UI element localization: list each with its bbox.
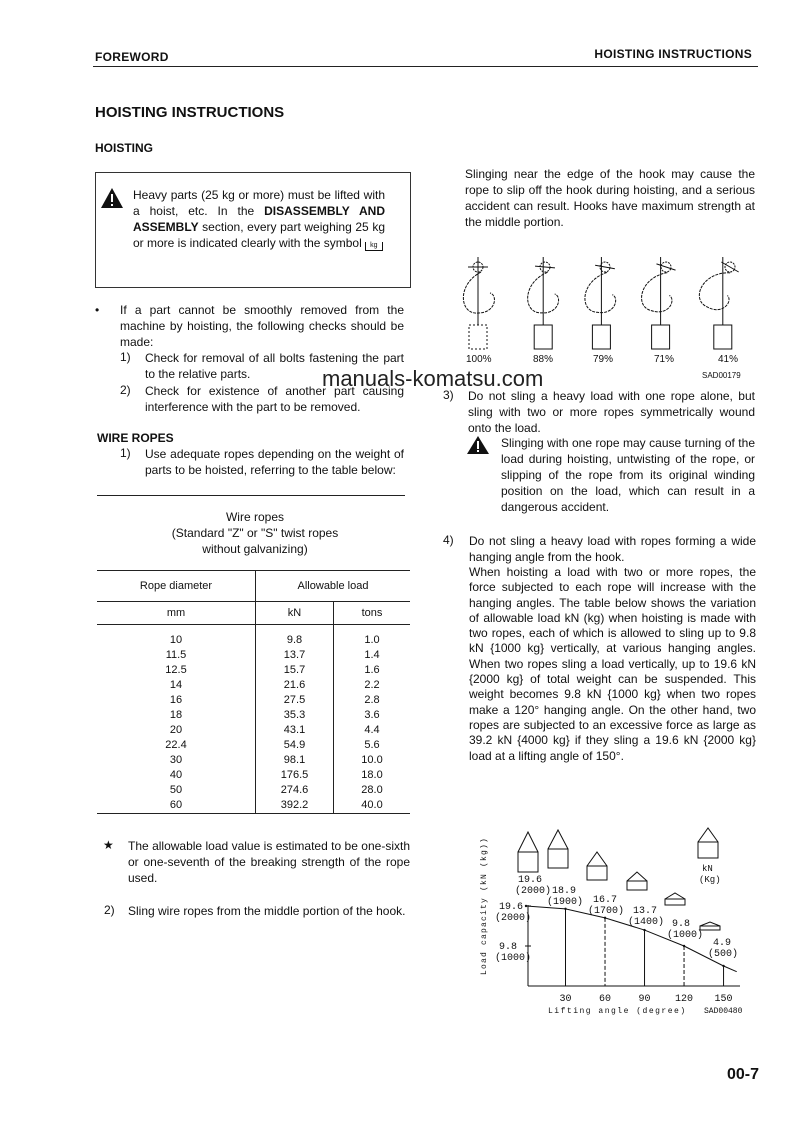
load-box [534, 325, 552, 349]
table-cell: 11.5 [97, 648, 256, 663]
table-title-line: (Standard "Z" or "S" twist ropes [171, 526, 339, 540]
point-sublabel: (500) [708, 949, 739, 960]
th-kn: kN [256, 602, 334, 625]
table-row [97, 678, 410, 693]
table-cell: 21.6 [256, 678, 334, 693]
hook-percent: 79% [593, 354, 614, 365]
point-sublabel: (1900) [547, 897, 584, 908]
table-cell: 176.5 [256, 768, 334, 783]
figure-code: SAD00480 [704, 1007, 743, 1016]
table-row [97, 738, 410, 753]
table-row [97, 783, 410, 798]
table-cell: 22.4 [97, 738, 256, 753]
wire-item2-text: Sling wire ropes from the middle portion of the hook. [128, 904, 406, 918]
th-rope-diameter: Rope diameter [97, 571, 256, 602]
data-point [683, 945, 685, 947]
table-cell: 1.6 [364, 664, 380, 676]
point-sublabel: (1000) [667, 930, 704, 941]
table-cell: 1.0 [364, 634, 380, 646]
hook-icon [694, 255, 746, 315]
point-label: 13.7 [633, 906, 658, 917]
point-label: 18.9 [552, 886, 577, 897]
bullet-icon: • [95, 303, 100, 317]
warning-triangle-icon [466, 435, 490, 455]
rope-icon [548, 830, 568, 849]
table-cell: 2.8 [364, 694, 380, 706]
table-cell: 60 [97, 798, 256, 813]
table-row [97, 663, 410, 678]
table-cell: 14 [97, 678, 256, 693]
table-row [97, 723, 410, 738]
item4-num: 4) [443, 533, 454, 547]
table-cell: 4.4 [364, 724, 380, 736]
load-icon [548, 849, 568, 868]
y-tick-label: 19.6 [499, 902, 524, 913]
star-icon: ★ [103, 838, 114, 852]
table-cell: 20 [97, 723, 256, 738]
table-cell: 16 [97, 693, 256, 708]
watermark: manuals-komatsu.com [322, 366, 544, 391]
table-cell: 2.2 [364, 679, 380, 691]
load-capacity-chart [440, 820, 770, 1020]
table-title-line: Wire ropes [225, 510, 284, 524]
header-chapter: HOISTING INSTRUCTIONS [594, 47, 752, 61]
data-point [643, 929, 645, 931]
th-allowable-load: Allowable load [256, 571, 411, 602]
y-tick-label: 9.8 [499, 942, 518, 953]
check-2-num: 2) [120, 383, 131, 397]
check-1-num: 1) [120, 350, 131, 364]
table-row [97, 798, 410, 813]
table-cell: 40 [97, 768, 256, 783]
table-row [97, 648, 410, 663]
table-cell: 9.8 [256, 625, 334, 649]
table-cell: 27.5 [256, 693, 334, 708]
warning-box [95, 172, 411, 288]
x-axis-label: Lifting angle (degree) [548, 1007, 687, 1016]
header-rule [93, 66, 758, 67]
table-cell: 18 [97, 708, 256, 723]
table-cell: 43.1 [256, 723, 334, 738]
table-cell: 40.0 [361, 799, 383, 811]
table-row [97, 753, 410, 768]
data-point [722, 965, 724, 967]
bullet-text: If a part cannot be smoothly removed from the machine by hoisting, the following checks should be made: [120, 303, 404, 349]
table-cell: 30 [97, 753, 256, 768]
load-box [652, 325, 670, 349]
wire-item2-num: 2) [104, 903, 115, 917]
star-note: The allowable load value is estimated to be one-sixth or one-seventh of the breaking strength of the rope used. [128, 839, 410, 885]
table-cell: 50 [97, 783, 256, 798]
hook-icon [583, 260, 622, 316]
item4-text: Do not sling a heavy load with ropes forming a wide hanging angle from the hook. [469, 534, 756, 564]
point-label: 19.6 [518, 875, 543, 886]
capacity-line [526, 906, 737, 972]
hook-percent: 41% [718, 354, 739, 365]
warning-text-1: Heavy parts (25 kg or more) must be lifted with a hoist, etc. In the [133, 188, 385, 218]
item4-body: When hoisting a load with two or more ropes, the force subjected to each rope will increase with the hanging angles. The table below shows the variation of allowable load kN (kg) when hoisting is made with two ropes, each of which is allowed to sling up to 9.8 kN {1000 kg} vertically, at various hanging angles. When two ropes sling a load vertically, up to 19.6 kN {2000 kg} of total weight can be suspended. This weight becomes 9.8 kN {1000 kg} when two ropes make a 120° hanging angle. On the other hand, two ropes are subjected to an excessive force as large as 39.2 kN {4000 kg} if they sling a 19.6 kN {2000 kg} load at a lifting angle of 150°. [469, 565, 756, 763]
x-tick-label: 120 [675, 994, 694, 1005]
legend-load-icon [698, 842, 718, 858]
check-2-text: Check for existence of another part causing interference with the part to be removed. [145, 384, 404, 414]
hook-diagram [445, 255, 765, 355]
wire-rope-table [97, 570, 410, 814]
table-cell: 15.7 [256, 663, 334, 678]
legend-unit: kN [702, 864, 713, 874]
point-label: 4.9 [713, 938, 732, 949]
table-cell: 5.6 [364, 739, 380, 751]
rope-icon [665, 893, 685, 899]
page-title: HOISTING INSTRUCTIONS [95, 104, 285, 121]
item3-warning: Slinging with one rope may cause turning of the load during hoisting, untwisting of the rope, or slipping of the rope from its original winding position on the load, which can result in a dangerous accident. [501, 436, 755, 514]
table-cell: 54.9 [256, 738, 334, 753]
weight-symbol-icon [365, 242, 382, 251]
table-cell: 98.1 [256, 753, 334, 768]
hook-figure-code: SAD00179 [702, 371, 741, 380]
hook-percent: 71% [654, 354, 675, 365]
hook-intro: Slinging near the edge of the hook may cause the rope to slip off the hook during hoisting, and a serious accident can result. Hooks have maximum strength at the middle portion. [465, 167, 755, 229]
warning-triangle-icon [100, 187, 124, 209]
table-cell: 12.5 [97, 663, 256, 678]
wire-item1-text: Use adequate ropes depending on the weight of parts to be hoisted, referring to the table below: [145, 447, 404, 477]
load-box [592, 325, 610, 349]
legend-rope-icon [698, 828, 718, 842]
page-number: 00-7 [727, 1066, 760, 1083]
rope-icon [700, 922, 720, 926]
table-cell: 10.0 [361, 754, 383, 766]
y-tick-sublabel: (1000) [495, 953, 532, 964]
item3-text: Do not sling a heavy load with one rope alone, but sling with two or more ropes symmetrically wound onto the load. [468, 389, 755, 435]
hook-icon [463, 262, 494, 313]
table-cell: 10 [97, 625, 256, 649]
point-sublabel: (2000) [515, 886, 552, 897]
table-cell: 274.6 [256, 783, 334, 798]
wire-ropes-heading: WIRE ROPES [97, 431, 174, 445]
table-cell: 28.0 [361, 784, 383, 796]
table-cell: 35.3 [256, 708, 334, 723]
x-tick-label: 60 [599, 994, 612, 1005]
x-tick-label: 150 [714, 994, 733, 1005]
rope-icon [627, 872, 647, 881]
load-box [469, 325, 487, 349]
warning-bold: DISASSEMBLY AND ASSEMBLY [133, 204, 386, 234]
table-cell: 13.7 [256, 648, 334, 663]
table-row [97, 625, 410, 649]
load-icon [627, 881, 647, 890]
divider [97, 495, 405, 496]
x-tick-label: 90 [638, 994, 651, 1005]
hook-icon [526, 261, 561, 315]
load-icon [518, 852, 538, 872]
point-sublabel: (1700) [588, 906, 625, 917]
point-sublabel: (1400) [628, 917, 665, 928]
legend-unit-sub: (Kg) [699, 875, 721, 885]
point-label: 16.7 [593, 895, 618, 906]
wire-item1-num: 1) [120, 446, 131, 460]
load-icon [587, 866, 607, 880]
hook-percent-row [445, 354, 765, 368]
symbol-label: kg [370, 242, 378, 249]
rope-icon [518, 832, 538, 852]
hook-percent: 88% [533, 354, 554, 365]
table-row [97, 693, 410, 708]
warning-text-2: section, every part weighing 25 kg or more is indicated clearly with the symbol [133, 220, 385, 250]
x-tick-label: 30 [559, 994, 572, 1005]
header-section: FOREWORD [95, 50, 169, 64]
table-cell: 1.4 [364, 649, 380, 661]
table-cell: 18.0 [361, 769, 383, 781]
table-row [97, 708, 410, 723]
table-cell: 392.2 [256, 798, 334, 813]
table-cell: 3.6 [364, 709, 380, 721]
hook-percent: 100% [466, 354, 492, 365]
y-tick-sublabel: (2000) [495, 913, 532, 924]
table-title-line: without galvanizing) [202, 542, 308, 556]
th-mm: mm [97, 602, 256, 625]
item3-num: 3) [443, 388, 454, 402]
y-axis-label: Load capacity (kN (kg)) [480, 836, 489, 975]
table-title [97, 509, 413, 557]
load-box [714, 325, 732, 349]
table-row [97, 768, 410, 783]
data-point [564, 908, 566, 910]
rope-icon [587, 852, 607, 866]
point-label: 9.8 [672, 919, 691, 930]
check-1-text: Check for removal of all bolts fastening the part to the relative parts. [145, 351, 404, 381]
load-icon [665, 899, 685, 905]
section-subtitle: HOISTING [95, 141, 154, 155]
th-tons: tons [334, 602, 411, 625]
